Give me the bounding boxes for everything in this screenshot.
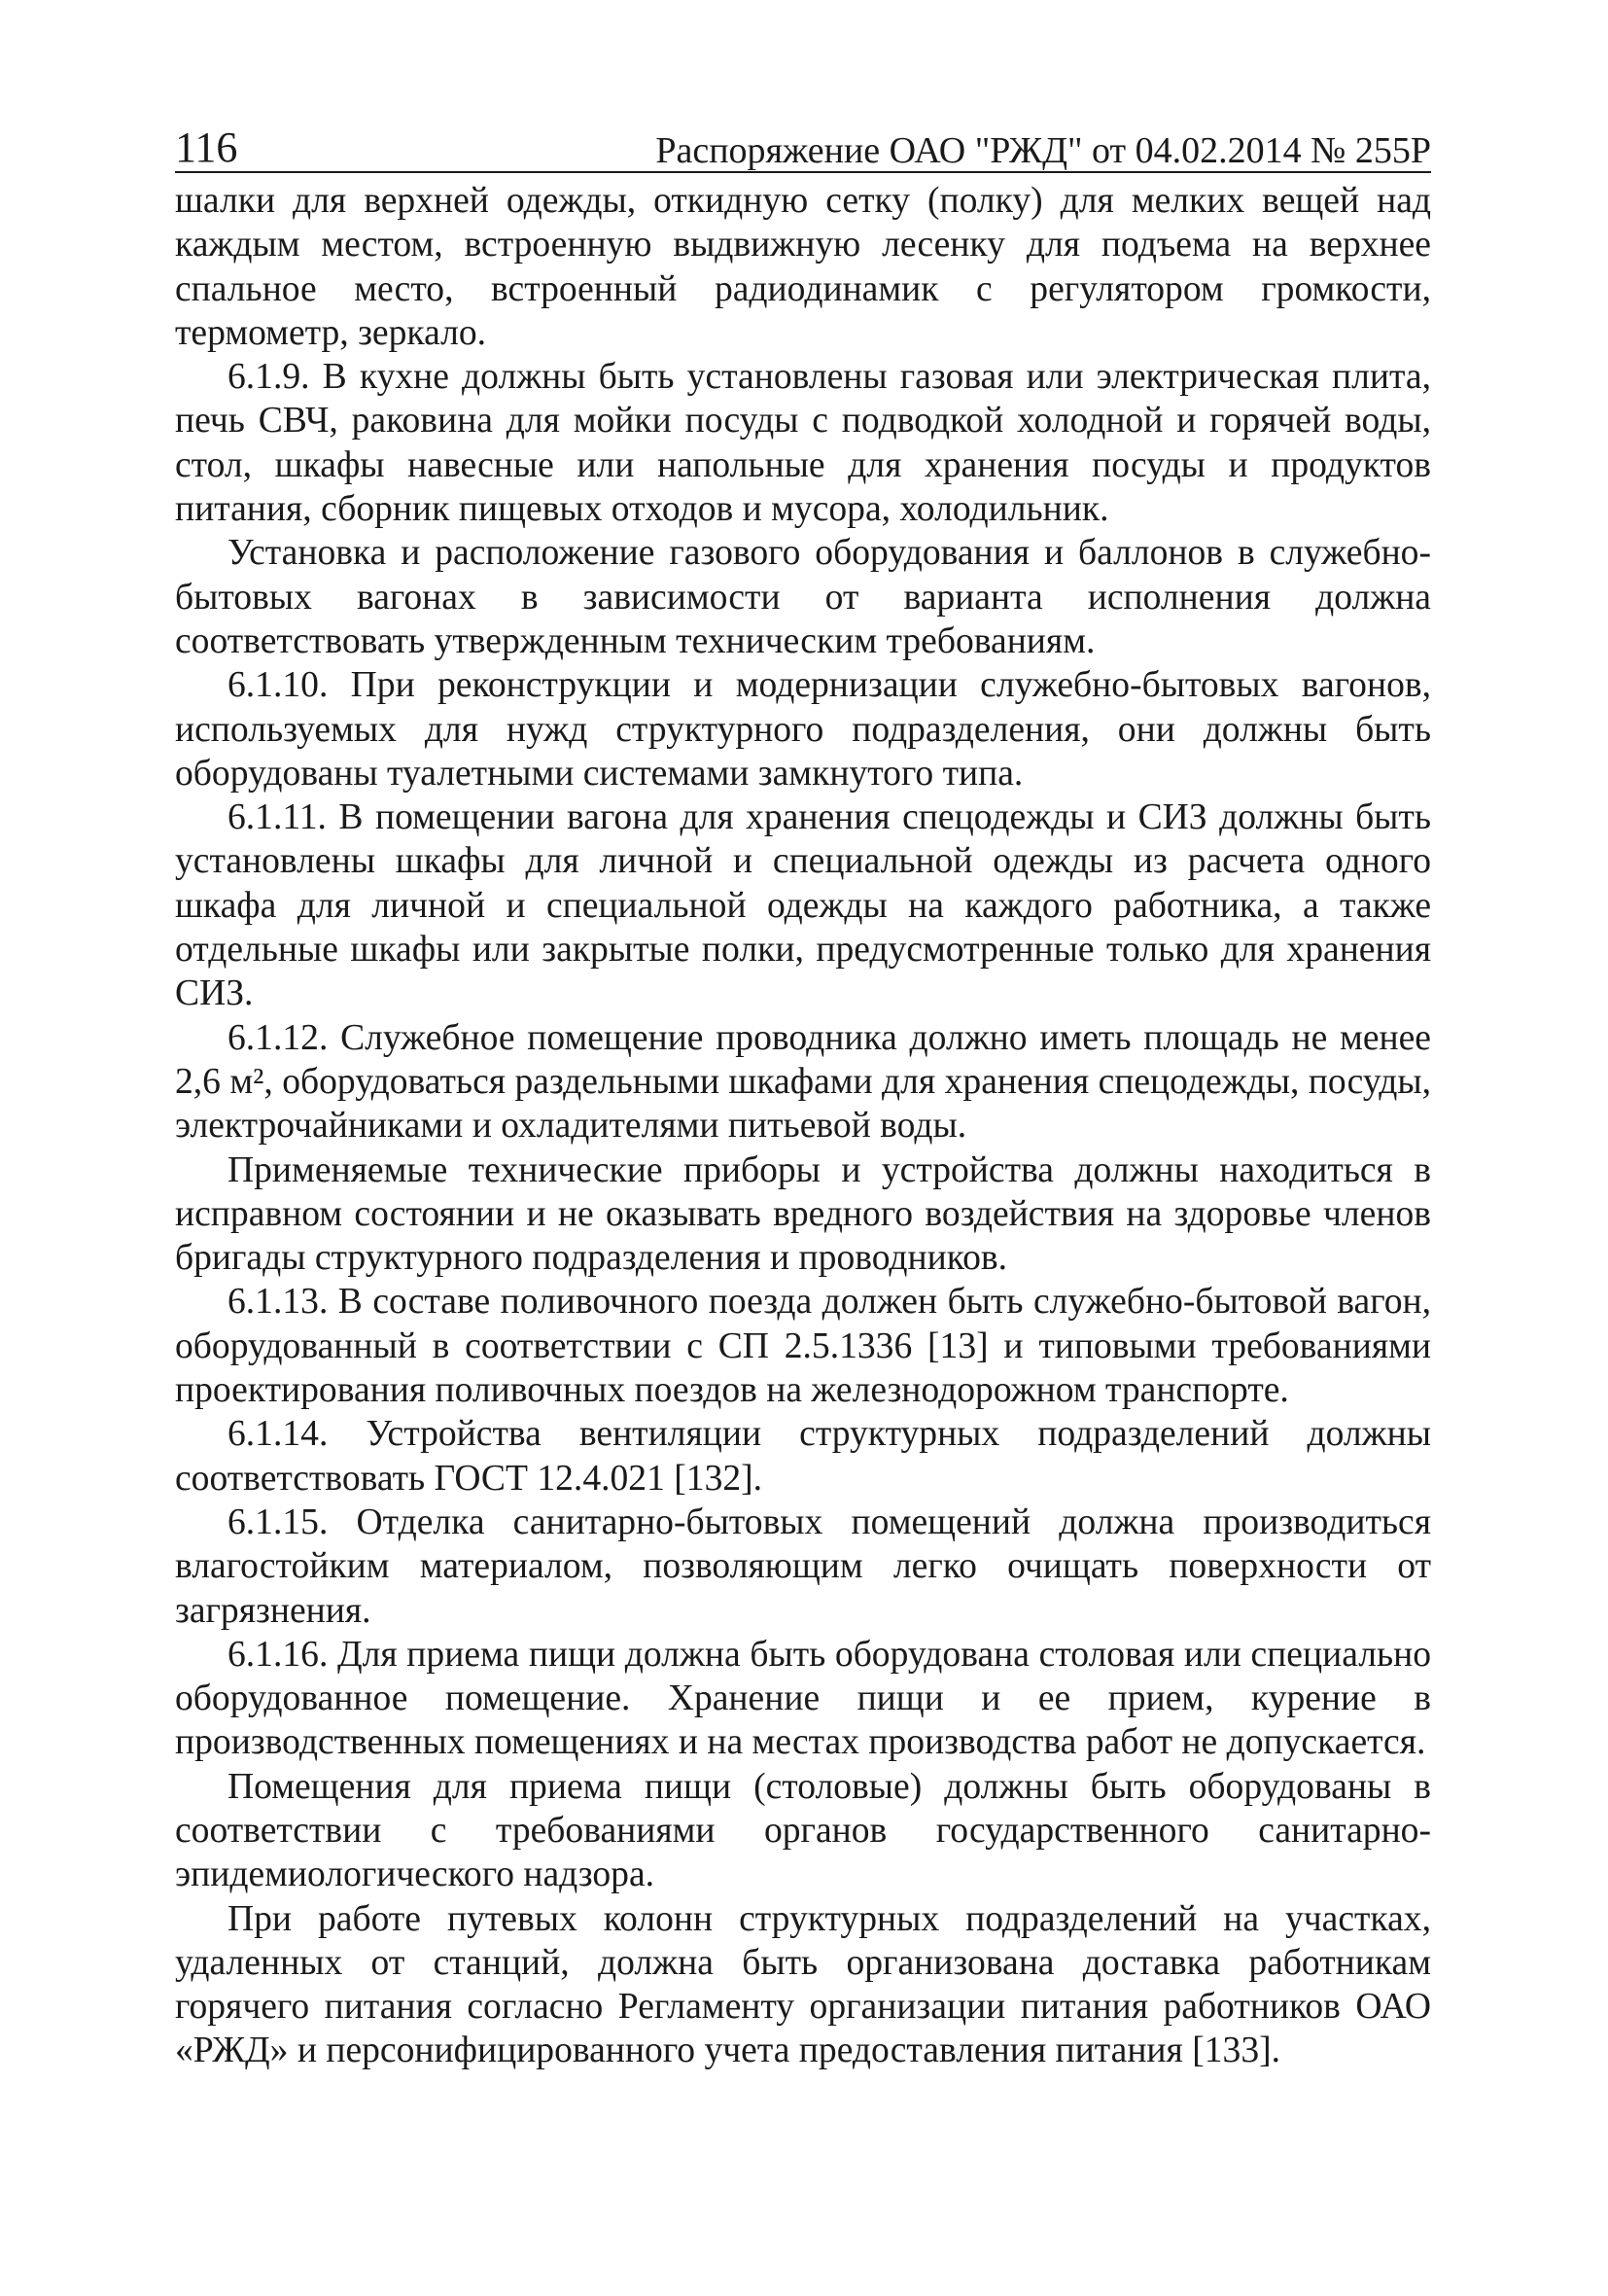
paragraph: 6.1.12. Служебное помещение проводника должно иметь площадь не менее 2,6 м², оборудоваться раздельными шкафами для хранения спецодежды, посуды, электрочайниками и охладителями питьевой воды. <box>175 1017 1431 1147</box>
body-text <box>175 179 1431 2073</box>
document-page <box>175 115 1431 2073</box>
paragraph: 6.1.10. При реконструкции и модернизации служебно-бытовых вагонов, используемых для нужд структурного подразделения, они должны быть оборудованы туалетными системами замкнутого типа. <box>175 665 1431 794</box>
paragraph: Установка и расположение газового оборудования и баллонов в служебно-бытовых вагонах в зависимости от варианта исполнения должна соответствовать утвержденным техническим требованиям. <box>175 533 1431 661</box>
paragraph: 6.1.11. В помещении вагона для хранения спецодежды и СИЗ должны быть установлены шкафы для личной и специальной одежды из расчета одного шкафа для личной и специальной одежды на каждого работника, а также отдельные шкафы или закрытые полки, предусмотренные только для хранения СИЗ. <box>175 797 1431 1014</box>
paragraph: 6.1.14. Устройства вентиляции структурных подразделений должны соответствовать ГОСТ 12.4.021 [132]. <box>175 1414 1431 1499</box>
page-number: 116 <box>175 124 238 171</box>
paragraph: Применяемые технические приборы и устройства должны находиться в исправном состоянии и не оказывать вредного воздействия на здоровье членов бригады структурного подразделения и проводников. <box>175 1149 1431 1279</box>
paragraph: Помещения для приема пищи (столовые) должны быть оборудованы в соответствии с требованиями органов государственного санитарно-эпидемиологического надзора. <box>175 1766 1431 1895</box>
paragraph: 6.1.13. В составе поливочного поезда должен быть служебно-бытовой вагон, оборудованный в соответствии с СП 2.5.1336 [13] и типовыми требованиями проектирования поливочных поездов на железнодорожном транспорте. <box>175 1282 1431 1411</box>
paragraph: 6.1.9. В кухне должны быть установлены газовая или электрическая плита, печь СВЧ, раковина для мойки посуды с подводкой холодной и горячей воды, стол, шкафы навесные или напольные для хранения посуды и продуктов питания, сборник пищевых отходов и мусора, холодильник. <box>175 357 1431 530</box>
paragraph: При работе путевых колонн структурных подразделений на участках, удаленных от станций, должна быть организована доставка работникам горячего питания согласно Регламенту организации питания работников ОАО «РЖД» и персонифицированного учета предоставления питания [133]. <box>175 1898 1431 2071</box>
page-header <box>175 115 1431 173</box>
paragraph: 6.1.16. Для приема пищи должна быть оборудована столовая или специально оборудованное помещение. Хранение пищи и ее прием, курение в производственных помещениях и на местах производства работ не допускается. <box>175 1634 1431 1763</box>
running-title: Распоряжение ОАО "РЖД" от 04.02.2014 № 255Р <box>655 130 1431 171</box>
paragraph: шалки для верхней одежды, откидную сетку (полку) для мелких вещей над каждым местом, встроенную выдвижную лесенку для подъема на верхнее спальное место, встроенный радиодинамик с регулятором громкости, термометр, зеркало. <box>175 181 1431 353</box>
paragraph: 6.1.15. Отделка санитарно-бытовых помещений должна производиться влагостойким материалом, позволяющим легко очищать поверхности от загрязнения. <box>175 1501 1431 1631</box>
